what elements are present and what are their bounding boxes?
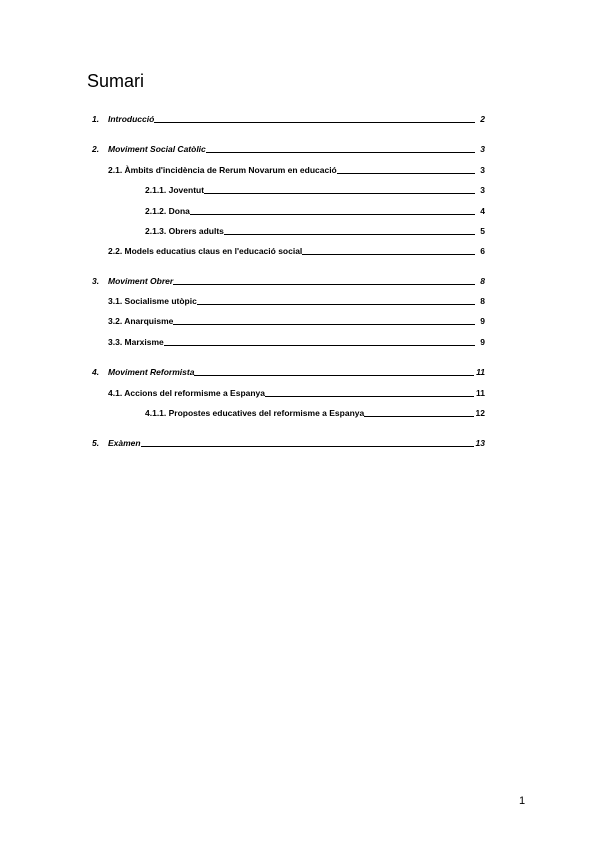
toc-entry-page: 8: [480, 296, 485, 306]
toc-entry-label: 2.1.1. Joventut: [145, 185, 205, 195]
toc-entry-dona[interactable]: [145, 206, 485, 216]
toc-entry-page: 5: [480, 226, 485, 236]
toc-leader: [173, 276, 475, 285]
toc-entry-label: 2.1.2. Dona: [145, 206, 190, 216]
toc-entry-ambits-incidencia[interactable]: [108, 165, 485, 175]
toc-entry-label: Moviment Reformista: [108, 367, 195, 377]
toc-entry-page: 3: [480, 185, 485, 195]
toc-entry-label: 4.1.1. Propostes educatives del reformisme a Espanya: [145, 408, 365, 418]
toc-entry-label: 2.2. Models educatius claus en l'educació social: [108, 246, 303, 256]
toc-entry-models-educatius[interactable]: [108, 246, 485, 256]
toc-entry-moviment-obrer[interactable]: [92, 276, 485, 286]
toc-leader: [224, 226, 475, 235]
toc-entry-label: Moviment Social Catòlic: [108, 144, 206, 154]
toc-entry-label: 3.1. Socialisme utòpic: [108, 296, 197, 306]
toc-entry-page: 6: [480, 246, 485, 256]
toc-entry-moviment-social-catolic[interactable]: [92, 144, 485, 154]
toc-entry-page: 8: [480, 276, 485, 286]
toc-entry-label: Exàmen: [108, 438, 141, 448]
toc-entry-introduccio[interactable]: [92, 114, 485, 124]
toc-entry-label: 2.1. Àmbits d'incidència de Rerum Novarum en educació: [108, 165, 337, 175]
toc-entry-marxisme[interactable]: [108, 337, 485, 347]
toc-entry-obrers-adults[interactable]: [145, 226, 485, 236]
toc-leader: [173, 316, 475, 325]
toc-entry-number: 1.: [92, 114, 100, 124]
toc-leader: [206, 144, 475, 153]
page-title: Sumari: [87, 71, 145, 91]
toc-entry-page: 13: [475, 438, 485, 448]
toc-entry-page: 9: [480, 316, 485, 326]
toc-entry-examen[interactable]: [92, 438, 485, 448]
toc-entry-label: Introducció: [108, 114, 155, 124]
toc-entry-page: 9: [480, 337, 485, 347]
toc-leader: [302, 246, 475, 255]
footer-page-number: 1: [519, 795, 526, 807]
toc-leader: [364, 408, 473, 417]
toc-entry-page: 11: [476, 367, 485, 377]
toc-entry-anarquisme[interactable]: [108, 316, 485, 326]
toc-leader: [154, 114, 475, 123]
toc-entry-label: 2.1.3. Obrers adults: [145, 226, 224, 236]
toc-leader: [190, 206, 475, 215]
toc-entry-page: 2: [480, 114, 485, 124]
toc-entry-joventut[interactable]: [145, 185, 485, 195]
toc-entry-label: 3.2. Anarquisme: [108, 316, 174, 326]
toc-entry-page: 11: [476, 388, 485, 398]
toc-leader: [197, 296, 475, 305]
toc-leader: [337, 165, 475, 174]
toc-entry-label: 4.1. Accions del reformisme a Espanya: [108, 388, 266, 398]
toc-entry-propostes-educatives[interactable]: [145, 408, 485, 418]
toc-entry-number: 4.: [92, 367, 100, 377]
toc-leader: [194, 367, 474, 376]
toc-entry-number: 2.: [92, 144, 100, 154]
toc-entry-accions-reformisme[interactable]: [108, 388, 485, 398]
toc-entry-number: 3.: [92, 276, 100, 286]
toc-entry-page: 3: [480, 165, 485, 175]
toc-entry-label: 3.3. Marxisme: [108, 337, 164, 347]
toc-leader: [204, 185, 475, 194]
toc-leader: [164, 337, 475, 346]
toc-entry-page: 4: [480, 206, 485, 216]
toc-entry-label: Moviment Obrer: [108, 276, 174, 286]
toc-entry-number: 5.: [92, 438, 100, 448]
toc-entry-moviment-reformista[interactable]: [92, 367, 485, 377]
toc-leader: [265, 388, 474, 397]
toc-entry-page: 3: [480, 144, 485, 154]
toc-entry-socialisme-utopic[interactable]: [108, 296, 485, 306]
toc-leader: [141, 438, 474, 447]
toc-entry-page: 12: [475, 408, 485, 418]
